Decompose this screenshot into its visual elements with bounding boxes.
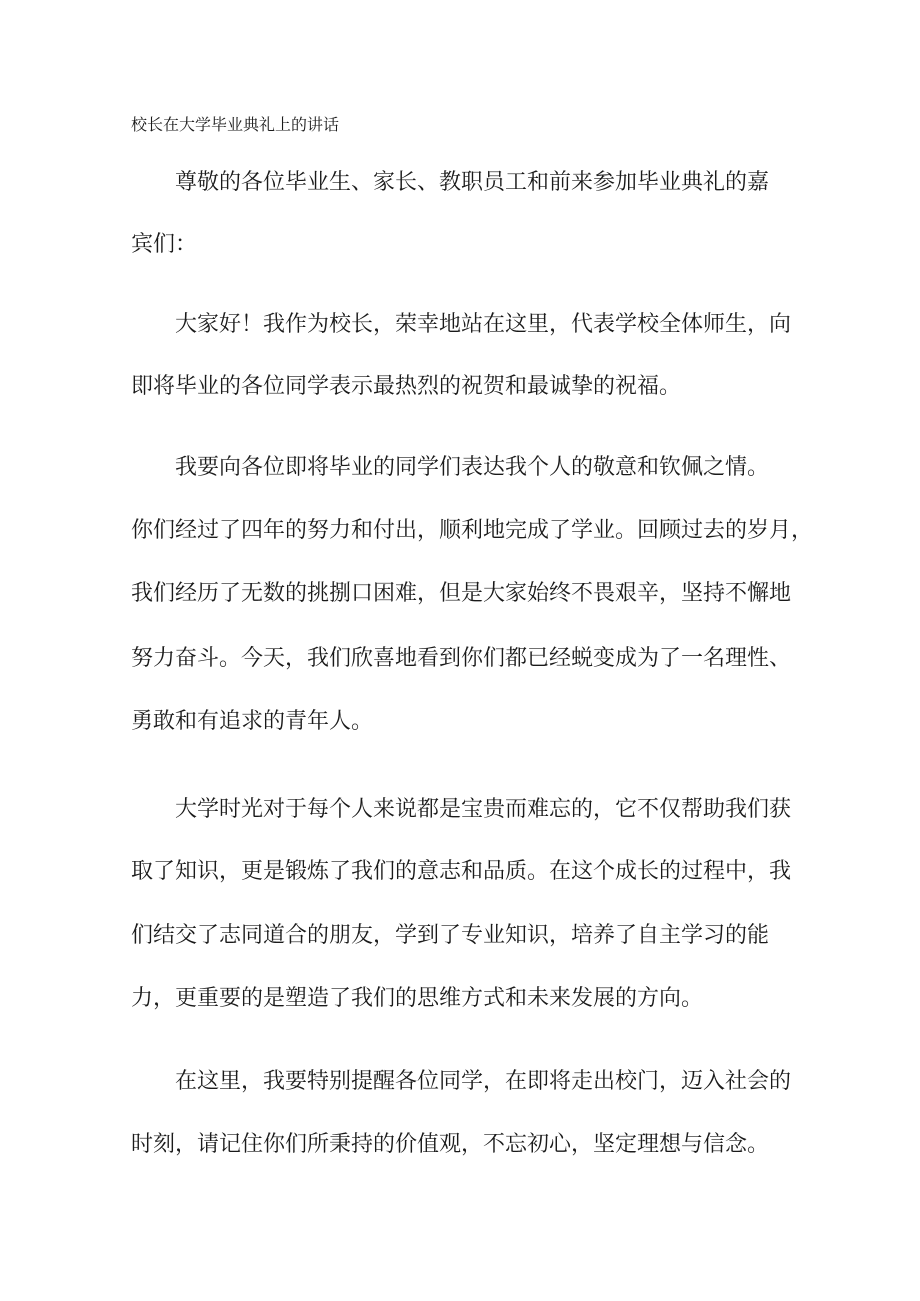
text-line: 大家好！我作为校长，荣幸地站在这里，代表学校全体师生，向 bbox=[175, 312, 792, 337]
text-line: 我们经历了无数的挑捌口困难，但是大家始终不畏艰辛，坚持不懈地 bbox=[131, 581, 792, 606]
text-line: 时刻，请记住你们所秉持的价值观，不忘初心，坚定理想与信念。 bbox=[131, 1132, 770, 1157]
text-line: 即将毕业的各位同学表示最热烈的祝贺和最诚挚的祝福。 bbox=[131, 374, 682, 399]
document-title: 校长在大学毕业典礼上的讲话 bbox=[131, 115, 340, 134]
text-line: 宾们： bbox=[131, 232, 198, 257]
text-line: 力，更重要的是塑造了我们的思维方式和未来发展的方向。 bbox=[131, 986, 704, 1011]
text-line: 我要向各位即将毕业的同学们表达我个人的敬意和钦佩之情。 bbox=[175, 455, 770, 480]
text-line: 努力奋斗。今天，我们欣喜地看到你们都已经蜕变成为了一名理性、 bbox=[131, 646, 792, 671]
text-line: 你们经过了四年的努力和付出，顺利地完成了学业。回顾过去的岁月， bbox=[131, 518, 814, 543]
text-line: 大学时光对于每个人来说都是宝贵而难忘的，它不仅帮助我们获 bbox=[175, 797, 792, 822]
text-line: 勇敢和有追求的青年人。 bbox=[131, 709, 374, 734]
text-line: 们结交了志同道合的朋友，学到了专业知识，培养了自主学习的能 bbox=[131, 923, 770, 948]
text-line: 在这里，我要特别提醒各位同学，在即将走出校门，迈入社会的 bbox=[175, 1069, 792, 1094]
text-line: 取了知识，更是锻炼了我们的意志和品质。在这个成长的过程中，我 bbox=[131, 859, 792, 884]
text-line: 尊敬的各位毕业生、家长、教职员工和前来参加毕业典礼的嘉 bbox=[175, 170, 770, 195]
